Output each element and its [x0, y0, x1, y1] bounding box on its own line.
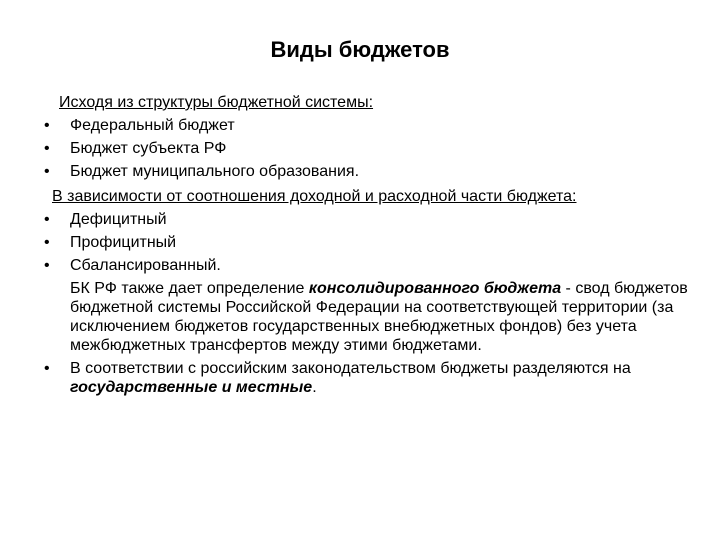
bullet-icon: • — [44, 257, 50, 274]
consolidated-budget-paragraph — [44, 279, 694, 355]
list-item — [44, 256, 694, 275]
list-item — [44, 359, 694, 397]
slide-content — [44, 93, 694, 397]
list-item-text: Дефицитный — [70, 211, 167, 228]
bullet-icon: • — [44, 211, 50, 228]
bullet-icon: • — [44, 360, 50, 377]
list-item — [44, 210, 694, 229]
list-item-text: Бюджет субъекта РФ — [70, 140, 227, 157]
list-item — [44, 162, 694, 181]
list-item — [44, 116, 694, 135]
slide-title: Виды бюджетов — [270, 37, 450, 62]
list-item — [44, 139, 694, 158]
bullet-icon: • — [44, 117, 50, 134]
list-item — [44, 233, 694, 252]
list-item-text: Профицитный — [70, 234, 177, 251]
paragraph-suffix: - свод бюджетов бюджетной системы Российской Федерации на соответствующей территории (за исключением бюджетов государственных внебюджетных фондов) без учета межбюджетных трансфертов между этими бюджетами. — [70, 280, 688, 354]
list-item-text: Сбалансированный. — [70, 257, 221, 274]
list-item-text — [70, 360, 631, 396]
list-item-text: Федеральный бюджет — [70, 117, 235, 134]
emphasized-term: консолидированного бюджета — [308, 280, 562, 297]
paragraph-prefix: БК РФ также дает определение — [70, 280, 309, 297]
section-heading-balance: В зависимости от соотношения доходной и расходной части бюджета: — [52, 188, 577, 205]
paragraph-prefix: В соответствии с российским законодательством бюджеты разделяются на — [70, 360, 631, 377]
emphasized-term: государственные и местные — [70, 379, 313, 396]
bullet-icon: • — [44, 140, 50, 157]
list-item-text: Бюджет муниципального образования. — [70, 163, 360, 180]
paragraph-suffix: . — [312, 379, 317, 396]
section-heading-structure: Исходя из структуры бюджетной системы: — [59, 94, 374, 111]
bullet-icon: • — [44, 163, 50, 180]
bullet-icon: • — [44, 234, 50, 251]
